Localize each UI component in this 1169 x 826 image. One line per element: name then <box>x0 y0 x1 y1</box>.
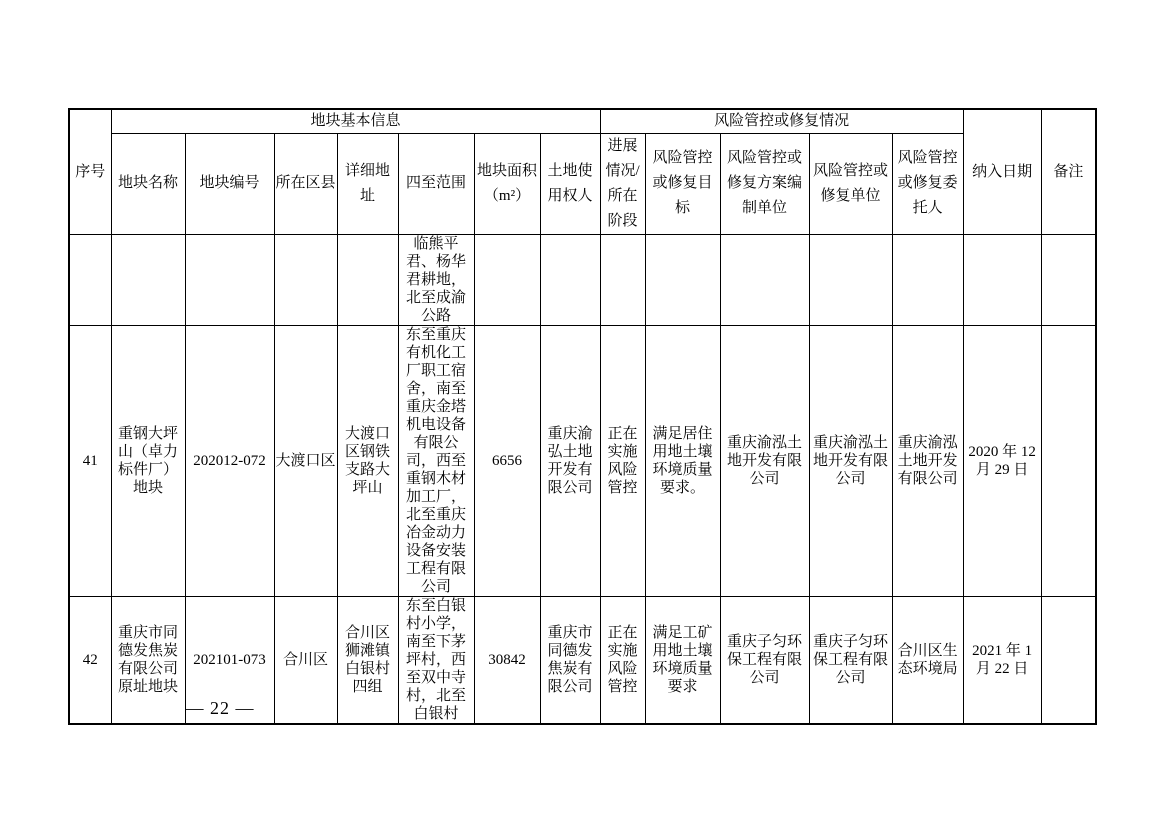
cell-seq: 41 <box>69 325 111 596</box>
page-number: — 22 — <box>185 698 255 718</box>
cell-client <box>892 234 963 325</box>
cell-district: 合川区 <box>274 596 337 724</box>
table-header-sub-row <box>69 133 1096 234</box>
cell-repair-unit: 重庆渝泓土地开发有限公司 <box>809 325 892 596</box>
cell-boundary: 东至重庆有机化工厂职工宿舍，南至重庆金塔机电设备有限公司，西至重钢木材加工厂，北至重庆冶金动力设备安装工程有限公司 <box>398 325 474 596</box>
cell-target: 满足居住用地土壤环境质量要求。 <box>645 325 720 596</box>
cell-include-date: 2021 年 1 月 22 日 <box>963 596 1041 724</box>
cell-repair-unit <box>809 234 892 325</box>
cell-remark <box>1041 596 1096 724</box>
header-group-basic-info: 地块基本信息 <box>111 109 600 133</box>
cell-plan-unit: 重庆渝泓土地开发有限公司 <box>720 325 809 596</box>
header-target: 风险管控或修复目标 <box>645 133 720 234</box>
cell-owner: 重庆渝弘土地开发有限公司 <box>540 325 600 596</box>
cell-address: 大渡口区钢铁支路大坪山 <box>337 325 398 596</box>
cell-boundary: 临熊平君、杨华君耕地，北至成渝公路 <box>398 234 474 325</box>
cell-client: 合川区生态环境局 <box>892 596 963 724</box>
header-address: 详细地址 <box>337 133 398 234</box>
header-parcel-code: 地块编号 <box>185 133 274 234</box>
cell-plan-unit <box>720 234 809 325</box>
cell-seq: 42 <box>69 596 111 724</box>
header-parcel-name: 地块名称 <box>111 133 185 234</box>
cell-parcel-code: 202012-072 <box>185 325 274 596</box>
cell-owner: 重庆市同德发焦炭有限公司 <box>540 596 600 724</box>
cell-progress: 正在实施风险管控 <box>600 325 645 596</box>
cell-address <box>337 234 398 325</box>
cell-area <box>474 234 540 325</box>
cell-remark <box>1041 234 1096 325</box>
table-row-continuation <box>69 234 1096 325</box>
table-row-41 <box>69 325 1096 596</box>
land-parcel-table <box>68 108 1097 725</box>
cell-parcel-name: 重钢大坪山（卓力标件厂）地块 <box>111 325 185 596</box>
cell-parcel-name: 重庆市同德发焦炭有限公司原址地块 <box>111 596 185 724</box>
cell-boundary: 东至白银村小学，南至下茅坪村，西至双中寺村，北至白银村 <box>398 596 474 724</box>
header-district: 所在区县 <box>274 133 337 234</box>
header-client: 风险管控或修复委托人 <box>892 133 963 234</box>
cell-area: 6656 <box>474 325 540 596</box>
cell-target: 满足工矿用地土壤环境质量要求 <box>645 596 720 724</box>
header-area: 地块面积（m²） <box>474 133 540 234</box>
cell-owner <box>540 234 600 325</box>
table-header-group-row <box>69 109 1096 133</box>
header-seq: 序号 <box>69 109 111 234</box>
cell-target <box>645 234 720 325</box>
header-repair-unit: 风险管控或修复单位 <box>809 133 892 234</box>
cell-progress <box>600 234 645 325</box>
cell-district <box>274 234 337 325</box>
cell-include-date: 2020 年 12 月 29 日 <box>963 325 1041 596</box>
cell-repair-unit: 重庆子匀环保工程有限公司 <box>809 596 892 724</box>
cell-parcel-name <box>111 234 185 325</box>
cell-seq <box>69 234 111 325</box>
header-include-date: 纳入日期 <box>963 109 1041 234</box>
header-plan-unit: 风险管控或修复方案编制单位 <box>720 133 809 234</box>
cell-progress: 正在实施风险管控 <box>600 596 645 724</box>
header-owner: 土地使用权人 <box>540 133 600 234</box>
cell-district: 大渡口区 <box>274 325 337 596</box>
header-remark: 备注 <box>1041 109 1096 234</box>
header-group-risk-info: 风险管控或修复情况 <box>600 109 963 133</box>
cell-parcel-code <box>185 234 274 325</box>
cell-area: 30842 <box>474 596 540 724</box>
cell-plan-unit: 重庆子匀环保工程有限公司 <box>720 596 809 724</box>
cell-remark <box>1041 325 1096 596</box>
header-boundary: 四至范围 <box>398 133 474 234</box>
cell-client: 重庆渝泓土地开发有限公司 <box>892 325 963 596</box>
cell-address: 合川区狮滩镇白银村四组 <box>337 596 398 724</box>
cell-include-date <box>963 234 1041 325</box>
cell-parcel-code: 202101-073 <box>185 596 274 724</box>
header-progress: 进展情况/所在阶段 <box>600 133 645 234</box>
